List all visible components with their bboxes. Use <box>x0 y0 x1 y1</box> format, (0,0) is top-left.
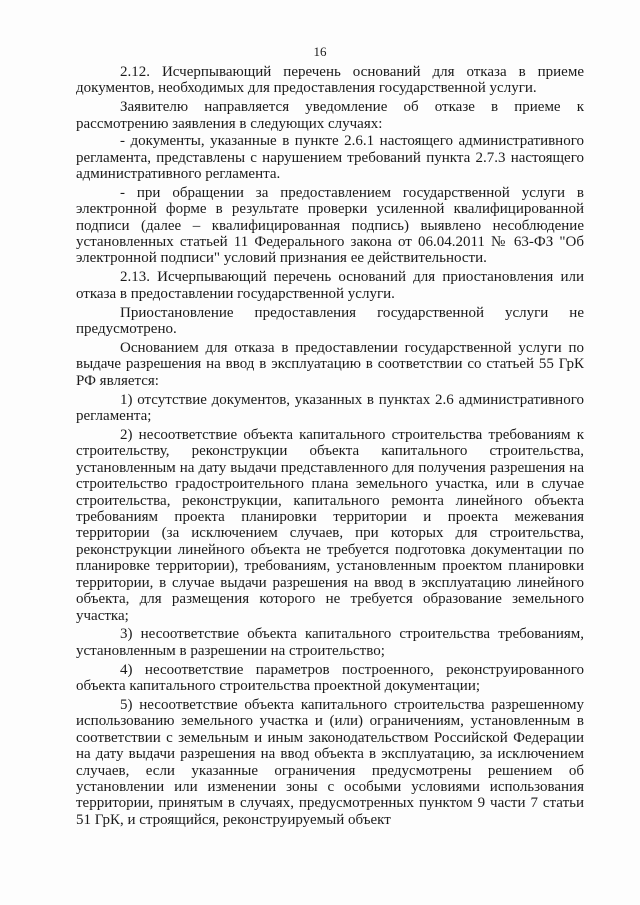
paragraph-case-signature: - при обращении за предоставлением государственной услуги в электронной форме в результате проверки усиленной квалифицированной подписи (далее – квалифицированная подпись) выявлено несоблюдение установленных статьей 11 Федерального закона от 06.04.2011 № 63-ФЗ "Об электронной подписи" условий признания ее действительности. <box>76 184 584 267</box>
paragraph-2-12-title: 2.12. Исчерпывающий перечень оснований для отказа в приеме документов, необходимых для предоставления государственной услуги. <box>76 64 584 97</box>
page-number: 16 <box>313 44 327 59</box>
list-item-5: 5) несоответствие объекта капитального строительства разрешенному использованию земельного участка и (или) ограничениям, установленным в соответствии с земельным и иным законодательством Российской Федерации на дату выдачи разрешения на ввод объекта в эксплуатацию, за исключением случаев, если указанные ограничения предусмотрены решением об установлении или изменении зоны с особыми условиями использования территории, принятым в случаях, предусмотренных пунктом 9 части 7 статьи 51 ГрК, и строящийся, реконструируемый объект <box>76 697 584 828</box>
paragraph-case-documents: - документы, указанные в пункте 2.6.1 настоящего административного регламента, представлены с нарушением требований пункта 2.7.3 настоящего административного регламента. <box>76 133 584 182</box>
paragraph-refusal-basis: Основанием для отказа в предоставлении государственной услуги по выдаче разрешения на ввод в эксплуатацию в соответствии со статьей 55 ГрК РФ является: <box>76 340 584 389</box>
list-item-1: 1) отсутствие документов, указанных в пунктах 2.6 административного регламента; <box>76 391 584 425</box>
document-body <box>76 64 584 831</box>
paragraph-2-13-title: 2.13. Исчерпывающий перечень оснований для приостановления или отказа в предоставлении государственной услуги. <box>76 269 584 302</box>
list-item-4: 4) несоответствие параметров построенного, реконструированного объекта капитального строительства проектной документации; <box>76 661 584 695</box>
paragraph-notice-intro: Заявителю направляется уведомление об отказе в приеме к рассмотрению заявления в следующих случаях: <box>76 99 584 132</box>
list-item-3: 3) несоответствие объекта капитального строительства требованиям, установленным в разрешении на строительство; <box>76 626 584 659</box>
paragraph-suspension: Приостановление предоставления государственной услуги не предусмотрено. <box>76 304 584 338</box>
list-item-2: 2) несоответствие объекта капитального строительства требованиям к строительству, реконструкции объекта капитального строительства, установленным на дату выдачи представленного для получения разрешения на строительство градостроительного плана земельного участка, или в случае строительства, реконструкции, капитального ремонта линейного объекта требованиям проекта планировки территории и проекта межевания территории (за исключением случаев, при которых для строительства, реконструкции линейного объекта не требуется подготовка документации по планировке территории), требованиям, установленным проектом планировки территории, в случае выдачи разрешения на ввод в эксплуатацию линейного объекта, для размещения которого не требуется образование земельного участка; <box>76 427 584 624</box>
